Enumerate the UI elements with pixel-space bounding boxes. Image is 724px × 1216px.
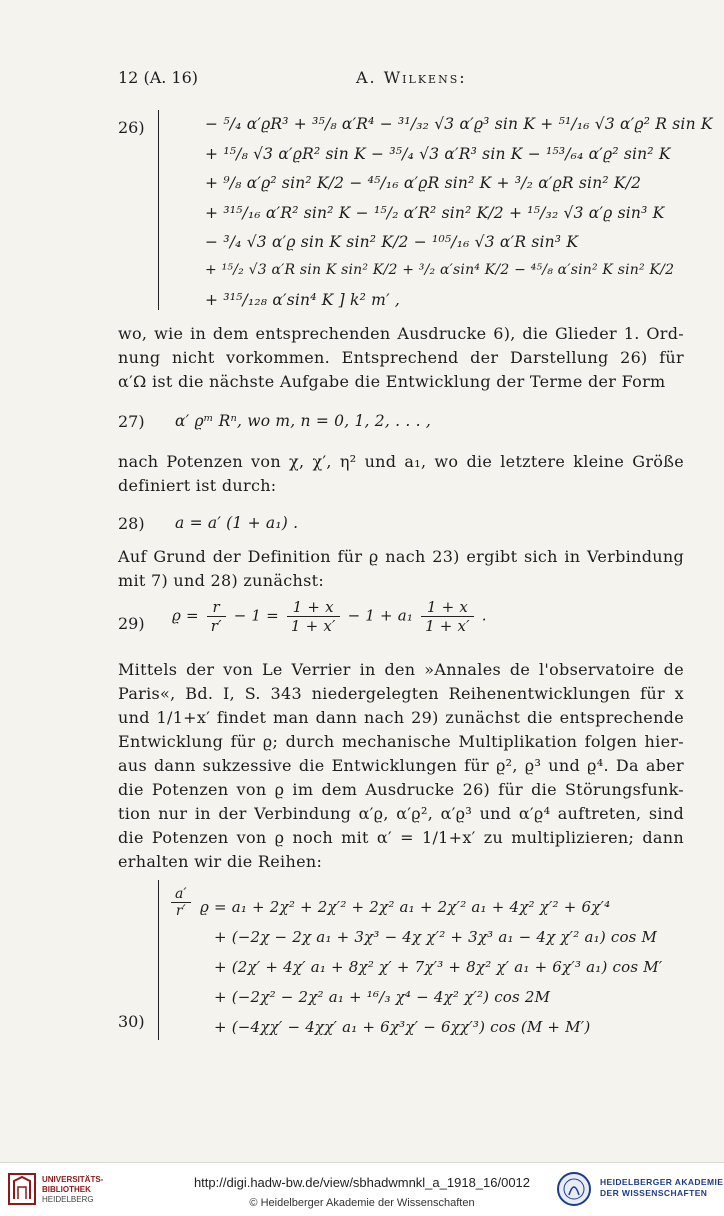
equation-29-fraction-1	[207, 598, 226, 635]
academy-seal-icon	[556, 1171, 592, 1207]
academy-line-2: DER WISSENSCHAFTEN	[600, 1188, 708, 1198]
paragraph-1-line-1: wo, wie in dem entsprechenden Ausdrucke 6), die Glieder 1. Ord-	[118, 324, 684, 343]
equation-26-label: 26)	[118, 118, 145, 137]
equation-29-lhs: ϱ =	[172, 606, 199, 625]
paragraph-4-line-5: aus dann sukzessive die Entwicklungen für ϱ², ϱ³ und ϱ⁴. Da aber	[118, 756, 684, 775]
paragraph-4-line-9: erhalten wir die Reihen:	[118, 852, 323, 871]
equation-30-line-1: ϱ = a₁ + 2χ² + 2χ′² + 2χ² a₁ + 2χ′² a₁ + 4χ² χ′² + 6χ′⁴	[200, 898, 611, 916]
equation-26-line-4: + ³¹⁵/₁₆ α′R² sin² K − ¹⁵/₂ α′R² sin² K/2 + ¹⁵/₃₂ √3 α′ϱ sin³ K	[205, 204, 665, 222]
paragraph-4-line-7: tion nur in der Verbindung α′ϱ, α′ϱ², α′ϱ³ und α′ϱ⁴ auftreten, sind	[118, 804, 684, 823]
equation-26-line-3: + ⁹/₈ α′ϱ² sin² K/2 − ⁴⁵/₁₆ α′ϱR sin² K + ³/₂ α′ϱR sin² K/2	[205, 174, 642, 192]
equation-28-label: 28)	[118, 514, 145, 533]
equation-29-fraction-3	[421, 598, 474, 635]
paragraph-2	[118, 450, 684, 498]
equation-29	[172, 598, 487, 635]
equation-26-line-1: − ⁵/₄ α′ϱR³ + ³⁵/₈ α′R⁴ − ³¹/₃₂ √3 α′ϱ³ sin K + ⁵¹/₁₆ √3 α′ϱ² R sin K	[205, 115, 713, 133]
paragraph-2-line-1: nach Potenzen von χ, χ′, η² und a₁, wo die letztere kleine Größe	[118, 452, 684, 471]
equation-30-line-2: + (−2χ − 2χ a₁ + 3χ³ − 4χ χ′² + 3χ³ a₁ − 4χ χ′² a₁) cos M	[214, 928, 658, 946]
equation-27-label: 27)	[118, 412, 145, 431]
equation-29-end: .	[481, 606, 487, 625]
fraction-1-numerator: r	[207, 598, 226, 617]
lead-fraction-denominator: r′	[175, 903, 186, 919]
equation-29-fraction-2	[287, 598, 340, 635]
paragraph-4-line-1: Mittels der von Le Verrier in den »Annales de l'observatoire de	[118, 660, 684, 679]
paragraph-3-line-2: mit 7) und 28) zunächst:	[118, 571, 325, 590]
univ-line-3: HEIDELBERG	[42, 1195, 94, 1204]
equation-28: a = a′ (1 + a₁) .	[175, 514, 299, 532]
univ-line-1: UNIVERSITÄTS-	[42, 1175, 104, 1184]
lead-fraction-numerator: a′	[171, 886, 191, 903]
paragraph-1	[118, 322, 684, 394]
document-url-link[interactable]: http://digi.hadw-bw.de/view/sbhadwmnkl_a_1918_16/0012	[193, 1175, 531, 1190]
copyright-notice: © Heidelberger Akademie der Wissenschaften	[249, 1197, 475, 1209]
equation-29-mid: − 1 =	[233, 606, 279, 625]
equation-26-line-5: − ³/₄ √3 α′ϱ sin K sin² K/2 − ¹⁰⁵/₁₆ √3 α′R sin³ K	[205, 233, 579, 251]
fraction-1-denominator: r′	[210, 617, 222, 635]
paragraph-1-line-3: α′Ω ist die nächste Aufgabe die Entwicklung der Terme der Form	[118, 372, 666, 391]
viewer-footer	[0, 1162, 724, 1216]
univ-line-2: BIBLIOTHEK	[42, 1185, 91, 1194]
fraction-3-numerator: 1 + x	[421, 598, 474, 617]
paragraph-4-line-8: die Potenzen von ϱ noch mit α′ = 1/1+x′ zu multiplizieren; dann	[118, 828, 684, 847]
paragraph-4-line-4: Entwicklung für ϱ; durch mechanische Multiplikation folgen hier-	[118, 732, 684, 751]
equation-26-line-6: + ¹⁵/₂ √3 α′R sin K sin² K/2 + ³/₂ α′sin⁴ K/2 − ⁴⁵/₈ α′sin² K sin² K/2	[205, 262, 675, 278]
equation-30-label: 30)	[118, 1012, 145, 1031]
paragraph-4-line-3: und 1/1+x′ findet man dann nach 29) zunächst die entsprechende	[118, 708, 684, 727]
equation-30-line-4: + (−2χ² − 2χ² a₁ + ¹⁶/₃ χ⁴ − 4χ² χ′²) cos 2M	[214, 988, 551, 1006]
equation-29-mid2: − 1 + a₁	[347, 606, 414, 625]
academy-line-1: HEIDELBERGER AKADEMIE	[600, 1177, 724, 1187]
paragraph-1-line-2: nung nicht vorkommen. Entsprechend der Darstellung 26) für	[118, 348, 684, 367]
equation-26-line-7: + ³¹⁵/₁₂₈ α′sin⁴ K ] k² m′ ,	[205, 291, 401, 309]
paragraph-2-line-2: definiert ist durch:	[118, 476, 277, 495]
paragraph-4-line-6: die Potenzen von ϱ im dem Ausdrucke 26) für die Störungsfunk-	[118, 780, 684, 799]
paragraph-4-line-2: Paris«, Bd. I, S. 343 niedergelegten Reihenentwicklungen für x	[118, 684, 684, 703]
fraction-2-denominator: 1 + x′	[290, 617, 336, 635]
academy-name	[600, 1177, 723, 1199]
equation-26-brace	[158, 110, 159, 310]
equation-30-lead-fraction	[171, 886, 191, 919]
equation-29-label: 29)	[118, 614, 145, 633]
paragraph-3-line-1: Auf Grund der Definition für ϱ nach 23) ergibt sich in Verbindung	[118, 547, 684, 566]
equation-30-line-3: + (2χ′ + 4χ′ a₁ + 8χ² χ′ + 7χ′³ + 8χ² χ′ a₁ + 6χ′³ a₁) cos M′	[214, 958, 663, 976]
author-heading: A. Wilkens:	[356, 68, 467, 87]
fraction-2-numerator: 1 + x	[287, 598, 340, 617]
equation-30-line-5: + (−4χχ′ − 4χχ′ a₁ + 6χ³χ′ − 6χχ′³) cos (M + M′)	[214, 1018, 591, 1036]
equation-26-line-2: + ¹⁵/₈ √3 α′ϱR² sin K − ³⁵/₄ √3 α′R³ sin K − ¹⁵³/₆₄ α′ϱ² sin² K	[205, 145, 671, 163]
paragraph-4	[118, 658, 684, 874]
equation-27: α′ ϱᵐ Rⁿ, wo m, n = 0, 1, 2, . . . ,	[175, 412, 432, 430]
page-reference: 12 (A. 16)	[118, 68, 199, 87]
fraction-3-denominator: 1 + x′	[425, 617, 470, 635]
equation-30-brace	[158, 880, 159, 1040]
paragraph-3	[118, 545, 684, 593]
